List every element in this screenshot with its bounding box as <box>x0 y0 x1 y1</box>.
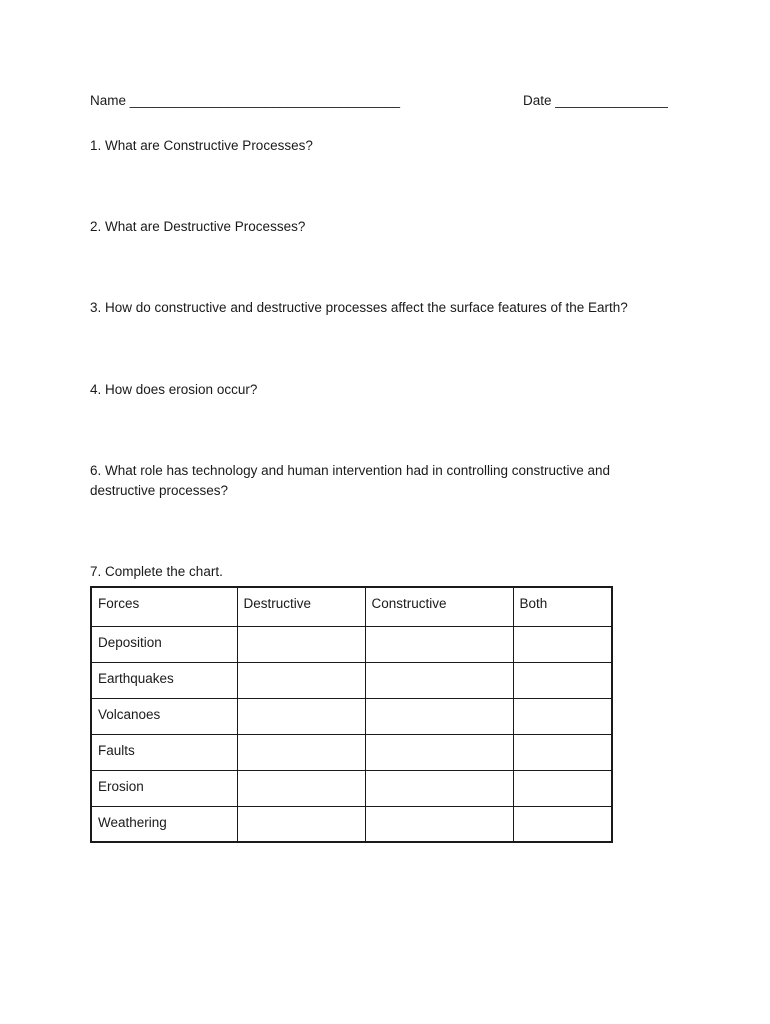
date-field-label: Date _______________ <box>523 93 668 108</box>
answer-cell[interactable] <box>513 806 612 842</box>
table-row <box>91 662 612 698</box>
header-forces: Forces <box>91 587 237 626</box>
answer-cell[interactable] <box>365 626 513 662</box>
table-row <box>91 770 612 806</box>
row-label: Erosion <box>91 770 237 806</box>
chart-header-row <box>91 587 612 626</box>
answer-cell[interactable] <box>237 770 365 806</box>
answer-cell[interactable] <box>237 698 365 734</box>
question-2: 2. What are Destructive Processes? <box>90 219 306 234</box>
answer-cell[interactable] <box>513 662 612 698</box>
question-6: 6. What role has technology and human intervention had in controlling constructive and destructive processes? <box>90 463 611 498</box>
table-row <box>91 806 612 842</box>
name-field-label: Name ____________________________________ <box>90 93 401 108</box>
answer-cell[interactable] <box>365 734 513 770</box>
forces-chart <box>90 586 613 843</box>
question-1: 1. What are Constructive Processes? <box>90 138 313 153</box>
question-3: 3. How do constructive and destructive processes affect the surface features of the Earth? <box>90 300 628 315</box>
answer-cell[interactable] <box>237 626 365 662</box>
answer-cell[interactable] <box>365 806 513 842</box>
answer-cell[interactable] <box>237 806 365 842</box>
table-row <box>91 626 612 662</box>
answer-cell[interactable] <box>237 662 365 698</box>
row-label: Earthquakes <box>91 662 237 698</box>
answer-cell[interactable] <box>513 770 612 806</box>
answer-cell[interactable] <box>365 662 513 698</box>
answer-cell[interactable] <box>365 770 513 806</box>
row-label: Deposition <box>91 626 237 662</box>
row-label: Weathering <box>91 806 237 842</box>
row-label: Faults <box>91 734 237 770</box>
header-constructive: Constructive <box>365 587 513 626</box>
row-label: Volcanoes <box>91 698 237 734</box>
table-row <box>91 734 612 770</box>
header-destructive: Destructive <box>237 587 365 626</box>
question-7: 7. Complete the chart. <box>90 564 223 579</box>
answer-cell[interactable] <box>513 626 612 662</box>
answer-cell[interactable] <box>513 734 612 770</box>
header-both: Both <box>513 587 612 626</box>
answer-cell[interactable] <box>237 734 365 770</box>
table-row <box>91 698 612 734</box>
question-4: 4. How does erosion occur? <box>90 382 258 397</box>
answer-cell[interactable] <box>365 698 513 734</box>
answer-cell[interactable] <box>513 698 612 734</box>
